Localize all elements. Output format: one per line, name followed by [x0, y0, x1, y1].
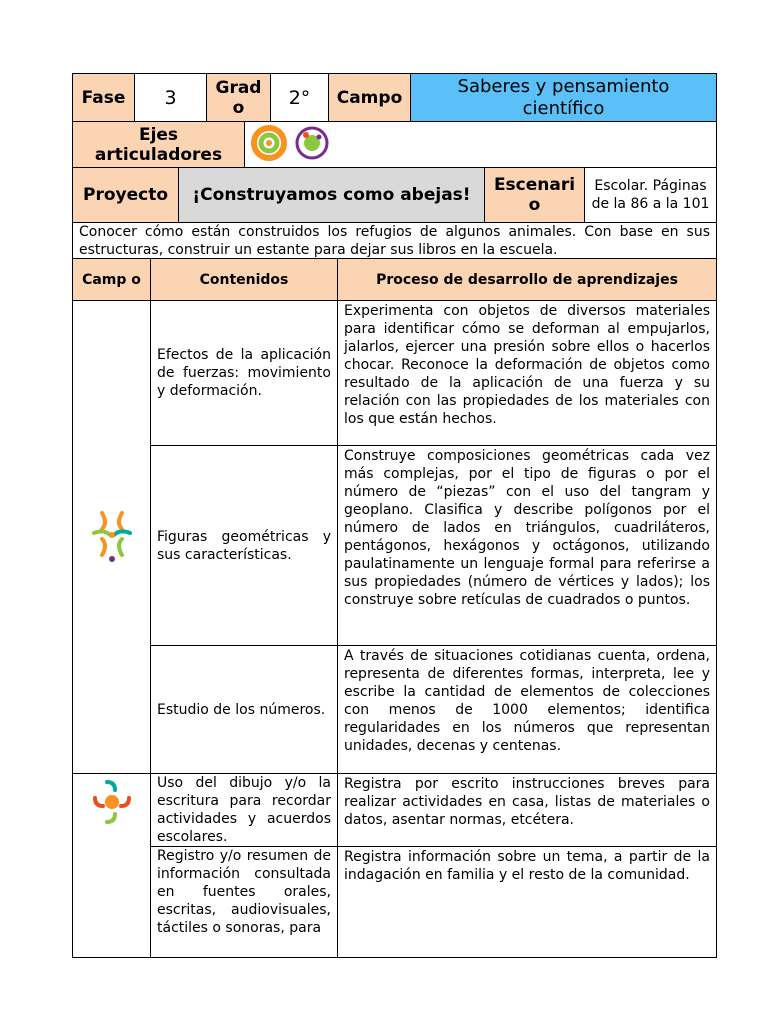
- contenidos-table: [72, 258, 717, 958]
- table-row: [73, 847, 717, 958]
- header-table: [72, 73, 717, 122]
- grado-label: Grad o: [207, 74, 271, 122]
- proceso-cell: A través de situaciones cotidianas cuenta, ordena, representa de diferentes formas, interpreta, lee y escribe la cantidad de elementos de colecciones con menos de 1000 elementos; identifica regularidades en los números que representan unidades, decenas y centenas.: [338, 646, 717, 774]
- col-proceso-header: Proceso de desarrollo de aprendizajes: [338, 259, 717, 301]
- contenido-cell: Efectos de la aplicación de fuerzas: movimiento y deformación.: [151, 301, 338, 446]
- table-row: [73, 774, 717, 847]
- grado-value: 2°: [271, 74, 329, 122]
- lenguajes-campo-icon: [89, 778, 135, 828]
- campo-icon-cell-1: [73, 301, 151, 774]
- table-row: [73, 446, 717, 646]
- campo-icon-cell-2: [73, 774, 151, 958]
- artes-icon: [292, 123, 332, 163]
- ejes-icons: [245, 122, 717, 168]
- col-contenidos-header: Contenidos: [151, 259, 338, 301]
- escenario-label: Escenari o: [485, 168, 585, 223]
- objetivo-table: [72, 222, 717, 260]
- escenario-value: Escolar. Páginas de la 86 a la 101: [585, 168, 717, 223]
- campo-value: Saberes y pensamiento científico: [411, 74, 717, 122]
- campo-label: Campo: [329, 74, 411, 122]
- contenido-cell: Registro y/o resumen de información consultada en fuentes orales, escritas, audiovisuales, táctiles o sonoras, para: [151, 847, 338, 958]
- saberes-campo-icon: [88, 507, 136, 563]
- proyecto-label: Proyecto: [73, 168, 179, 223]
- col-campo-header: Camp o: [73, 259, 151, 301]
- fase-label: Fase: [73, 74, 135, 122]
- proceso-cell: Registra por escrito instrucciones breves para realizar actividades en casa, listas de materiales o datos, asentar normas, etcétera.: [338, 774, 717, 847]
- proyecto-value: ¡Construyamos como abejas!: [179, 168, 485, 223]
- contenido-cell: Uso del dibujo y/o la escritura para recordar actividades y acuerdos escolares.: [151, 774, 338, 847]
- table-row: [73, 646, 717, 774]
- proceso-cell: Registra información sobre un tema, a partir de la indagación en familia y el resto de la comunidad.: [338, 847, 717, 958]
- proceso-cell: Experimenta con objetos de diversos materiales para identificar cómo se deforman al empujarlos, jalarlos, ejercer una presión sobre ellos o hacerlos chocar. Reconoce la deformación de objetos como resultado de la aplicación de una fuerza y su relación con las propiedades de los materiales con los que están hechos.: [338, 301, 717, 446]
- ejes-label: Ejes articuladores: [73, 122, 245, 168]
- table-row: [73, 301, 717, 446]
- fase-value: 3: [135, 74, 207, 122]
- objetivo-text: Conocer cómo están construidos los refugios de algunos animales. Con base en sus estructuras, construir un estante para dejar sus libros en la escuela.: [73, 223, 717, 260]
- proceso-cell: Construye composiciones geométricas cada vez más complejas, por el tipo de figuras o por el número de “piezas” con el uso del tangram y geoplano. Clasifica y describe polígonos por el número de lados en triángulos, cuadriláteros, pentágonos, hexágonos y octágonos, utilizando paulatinamente un lenguaje formal para referirse a sus propiedades (número de vértices y lados); los construye sobre retículas de cuadrados o puntos.: [338, 446, 717, 646]
- contenido-cell: Estudio de los números.: [151, 646, 338, 774]
- proyecto-table: [72, 167, 717, 223]
- ejes-table: [72, 121, 717, 168]
- contenido-cell: Figuras geométricas y sus características.: [151, 446, 338, 646]
